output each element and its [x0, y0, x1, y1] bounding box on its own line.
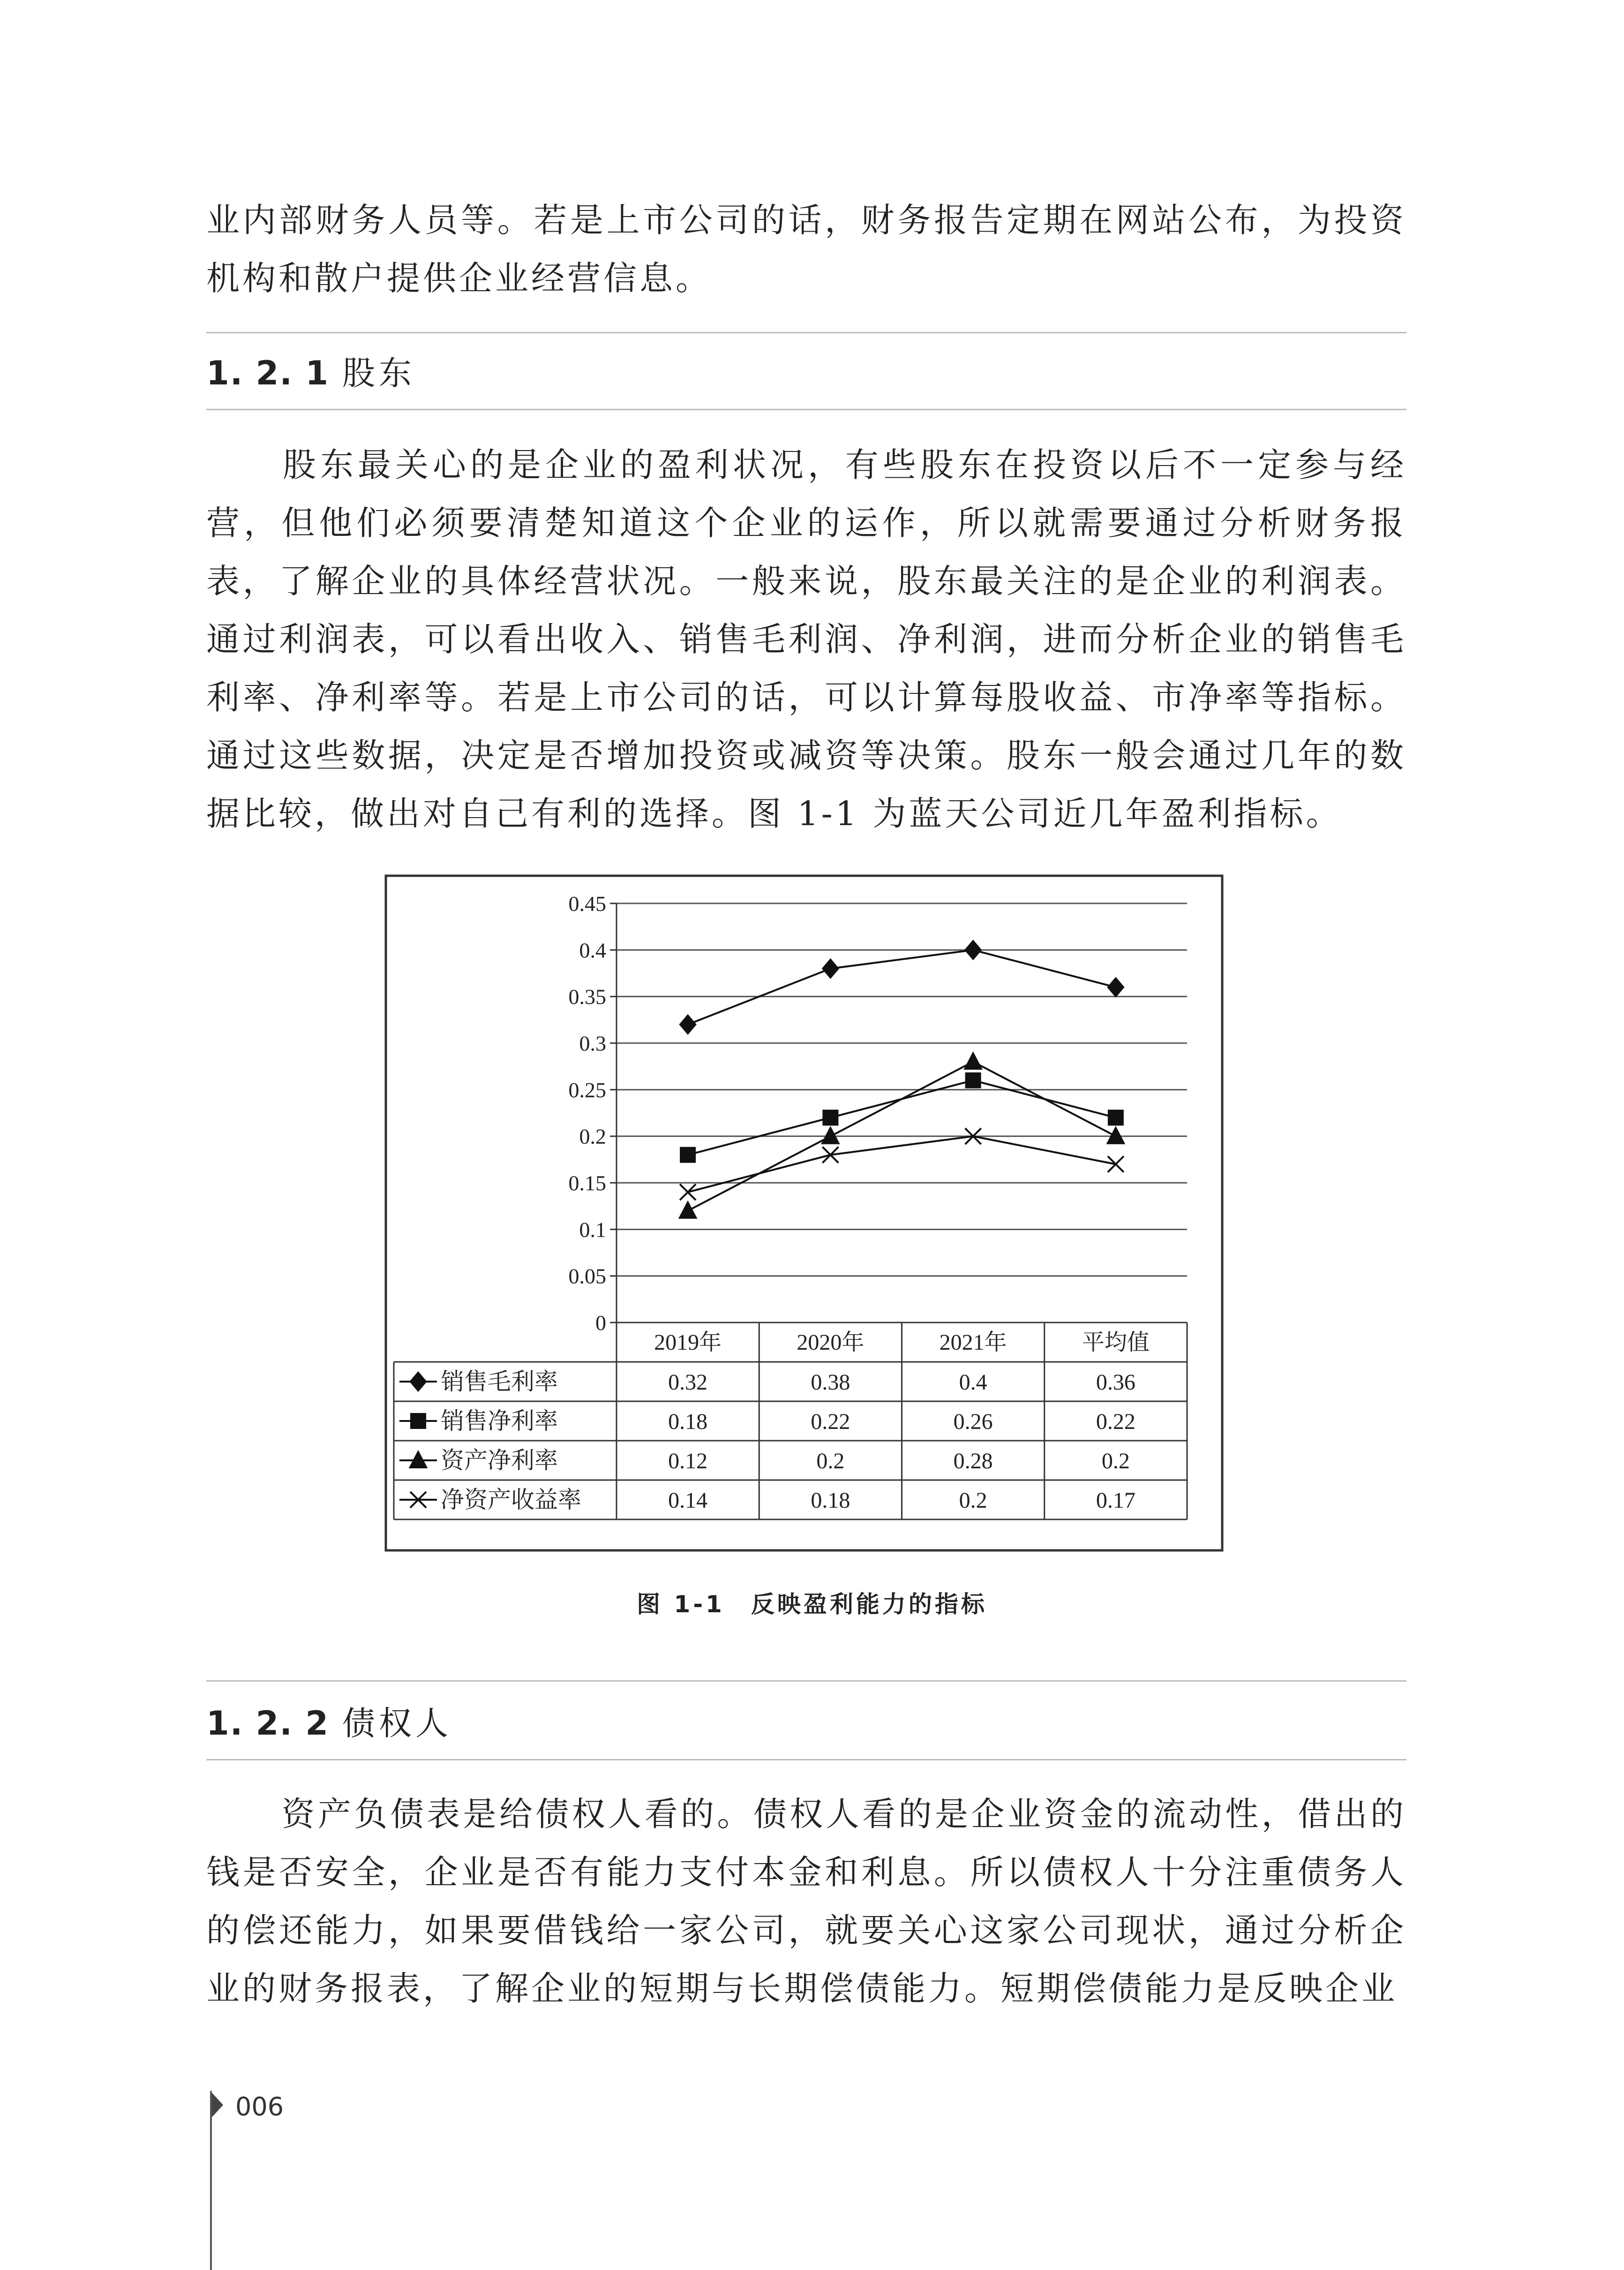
square-marker [1108, 1110, 1124, 1126]
category-label: 2019年 [654, 1330, 722, 1355]
legend-label: 资产净利率 [441, 1447, 558, 1473]
data-label: 0.26 [953, 1409, 993, 1434]
square-marker [822, 1110, 838, 1126]
page-marker-icon [210, 2091, 224, 2119]
y-tick-label: 0.2 [579, 1124, 606, 1149]
data-label: 0.28 [953, 1449, 993, 1473]
data-label: 0.2 [816, 1449, 845, 1473]
y-tick-label: 0 [595, 1311, 606, 1335]
y-tick-label: 0.35 [568, 985, 606, 1009]
y-tick-label: 0.25 [568, 1078, 606, 1102]
category-label: 2021年 [939, 1330, 1007, 1355]
square-marker [410, 1413, 426, 1429]
section-1-title: 股东 [342, 354, 415, 392]
data-label: 0.38 [811, 1370, 850, 1395]
section-2-paragraph [206, 1785, 1406, 2018]
section-2-bottom-rule [206, 1759, 1406, 1760]
data-label: 0.22 [811, 1409, 850, 1434]
section-2-heading [206, 1697, 452, 1744]
y-tick-label: 0.45 [568, 892, 606, 916]
square-marker [680, 1147, 696, 1163]
data-label: 0.18 [668, 1409, 708, 1434]
section-2-top-rule [206, 1680, 1406, 1682]
y-tick-label: 0.15 [568, 1171, 606, 1195]
data-label: 0.36 [1096, 1370, 1135, 1395]
section-1-number: 1. 2. 1 [206, 354, 330, 392]
section-1-bottom-rule [206, 409, 1406, 410]
page-number: 006 [235, 2092, 284, 2121]
section-2-paragraph-text: 资产负债表是给债权人看的。债权人看的是企业资金的流动性，借出的钱是否安全，企业是否有能力支付本金和利息。所以债权人十分注重债务人的偿还能力，如果要借钱给一家公司，就要关心这家公司现状，通过分析企业的财务报表，了解企业的短期与长期偿债能力。短期偿债能力是反映企业 [206, 1795, 1406, 2008]
section-1-paragraph-text: 股东最关心的是企业的盈利状况，有些股东在投资以后不一定参与经营，但他们必须要清楚知道这个企业的运作，所以就需要通过分析财务报表，了解企业的具体经营状况。一般来说，股东最关注的是企业的利润表。通过利润表，可以看出收入、销售毛利润、净利润，进而分析企业的销售毛利率、净利率等。若是上市公司的话，可以计算每股收益、市净率等指标。通过这些数据，决定是否增加投资或减资等决策。股东一般会通过几年的数据比较，做出对自己有利的选择。图 1-1 为蓝天公司近几年盈利指标。 [206, 445, 1406, 833]
profitability-chart [384, 874, 1224, 1552]
y-tick-label: 0.1 [579, 1218, 606, 1242]
y-tick-label: 0.3 [579, 1031, 606, 1055]
square-marker [965, 1072, 981, 1088]
y-tick-label: 0.05 [568, 1264, 606, 1288]
section-1-heading [206, 347, 415, 394]
section-2-title: 债权人 [342, 1704, 452, 1743]
figure-caption: 图 1-1 反映盈利能力的指标 [637, 1591, 987, 1618]
section-2-number: 1. 2. 2 [206, 1704, 330, 1743]
data-label: 0.12 [668, 1449, 708, 1473]
section-1-top-rule [206, 332, 1406, 333]
category-label: 2020年 [797, 1330, 865, 1355]
section-1-paragraph [206, 436, 1406, 843]
top-paragraph: 业内部财务人员等。若是上市公司的话，财务报告定期在网站公布，为投资机构和散户提供企业经营信息。 [206, 201, 1406, 298]
category-label: 平均值 [1082, 1330, 1150, 1355]
y-tick-label: 0.4 [579, 938, 606, 962]
legend-label: 净资产收益率 [441, 1487, 581, 1513]
legend-label: 销售毛利率 [441, 1368, 558, 1395]
data-label: 0.4 [959, 1370, 987, 1395]
legend-label: 销售净利率 [441, 1408, 558, 1434]
data-label: 0.14 [668, 1488, 708, 1513]
data-label: 0.32 [668, 1370, 708, 1395]
data-label: 0.2 [1101, 1449, 1130, 1473]
data-label: 0.22 [1096, 1409, 1135, 1434]
data-label: 0.18 [811, 1488, 850, 1513]
data-label: 0.2 [959, 1488, 987, 1513]
data-label: 0.17 [1096, 1488, 1135, 1513]
